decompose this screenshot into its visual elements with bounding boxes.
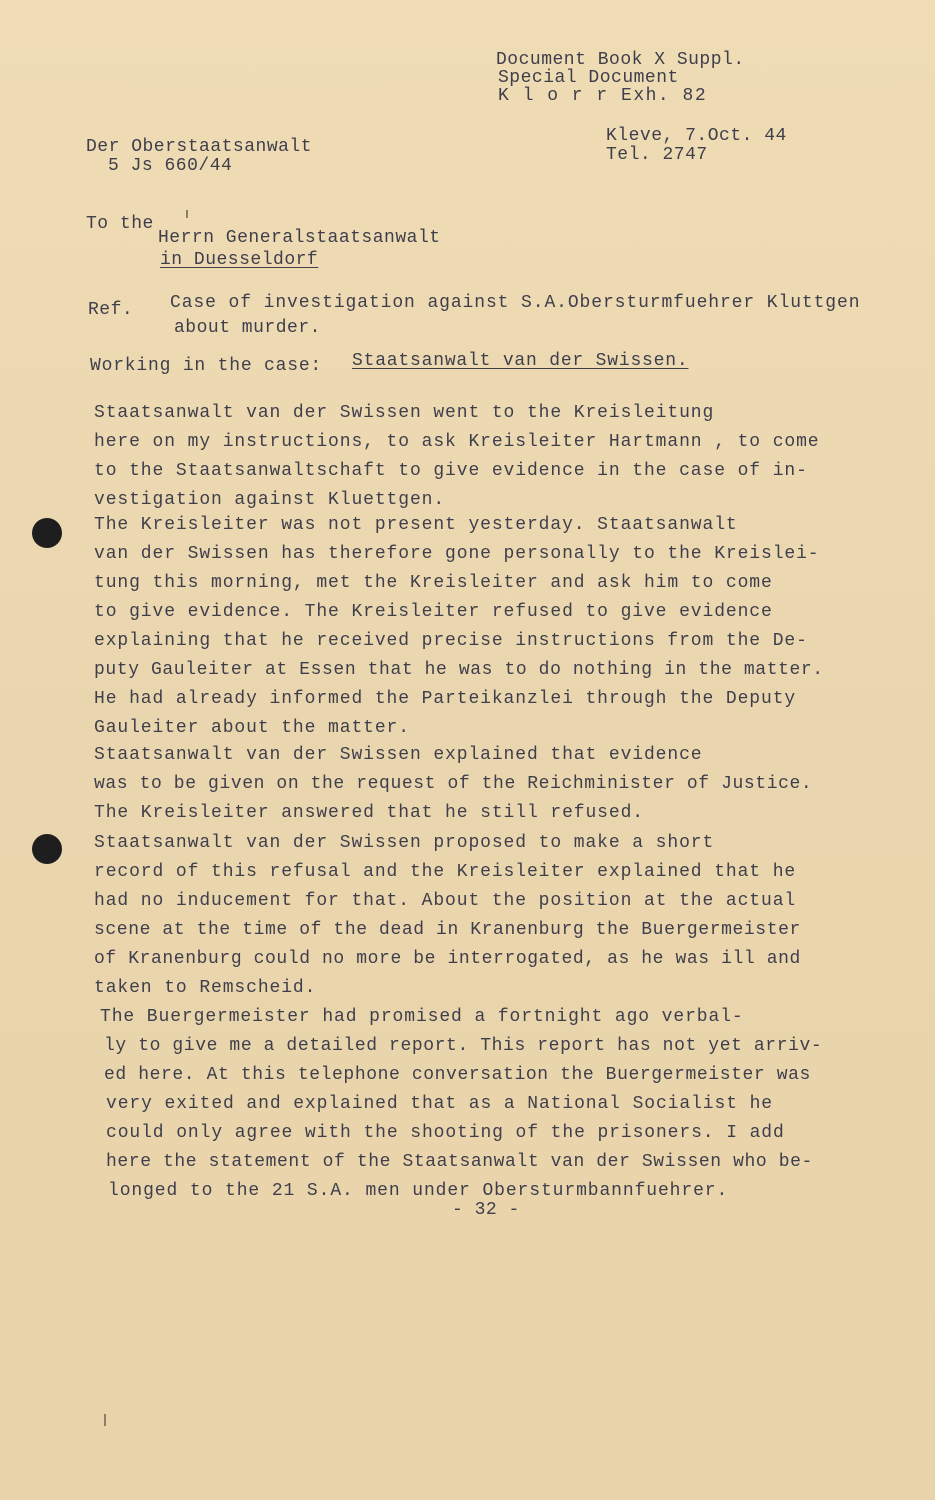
sender-title: Der Oberstaatsanwalt: [86, 137, 313, 157]
special-document-label: Special Document: [498, 68, 679, 88]
body-line: He had already informed the Parteikanzlei through the Deputy: [94, 689, 797, 709]
reference-line-1: Case of investigation against S.A.Obersturmfuehrer Kluttgen: [170, 293, 861, 313]
body-line: here on my instructions, to ask Kreisleiter Hartmann , to come: [94, 432, 820, 452]
stray-mark: [186, 210, 188, 218]
working-label: Working in the case:: [90, 356, 323, 376]
body-line: Staatsanwalt van der Swissen proposed to make a short: [94, 833, 715, 853]
reference-line-2: about murder.: [174, 318, 321, 338]
body-line: very exited and explained that as a National Socialist he: [106, 1094, 773, 1114]
recipient-city: in Duesseldorf: [160, 250, 319, 270]
body-line: puty Gauleiter at Essen that he was to do nothing in the matter.: [94, 660, 824, 680]
body-line: Staatsanwalt van der Swissen explained that evidence: [94, 745, 703, 765]
body-line: scene at the time of the dead in Kranenburg the Buergermeister: [94, 920, 801, 940]
body-line: of Kranenburg could no more be interrogated, as he was ill and: [94, 949, 801, 969]
body-line: Staatsanwalt van der Swissen went to the Kreisleitung: [94, 403, 715, 423]
punch-hole-upper: [32, 518, 62, 548]
body-line: here the statement of the Staatsanwalt van der Swissen who be-: [106, 1152, 813, 1172]
body-line: The Buergermeister had promised a fortnight ago verbal-: [100, 1007, 744, 1027]
page-number: - 32 -: [452, 1200, 520, 1220]
body-line: had no inducement for that. About the position at the actual: [94, 891, 797, 911]
body-line: explaining that he received precise instructions from the De-: [94, 631, 808, 651]
punch-hole-lower: [32, 834, 62, 864]
body-line: The Kreisleiter was not present yesterday. Staatsanwalt: [94, 515, 738, 535]
body-line: to the Staatsanwaltschaft to give evidence in the case of in-: [94, 461, 808, 481]
body-line: could only agree with the shooting of the prisoners. I add: [106, 1123, 785, 1143]
body-line: was to be given on the request of the Reichminister of Justice.: [94, 774, 813, 794]
body-line: The Kreisleiter answered that he still refused.: [94, 803, 644, 823]
body-line: van der Swissen has therefore gone personally to the Kreislei-: [94, 544, 820, 564]
doc-book-label: Document Book X Suppl.: [496, 50, 745, 70]
recipient-to: To the: [86, 214, 154, 234]
body-line: record of this refusal and the Kreisleiter explained that he: [94, 862, 797, 882]
body-line: to give evidence. The Kreisleiter refused to give evidence: [94, 602, 773, 622]
working-name: Staatsanwalt van der Swissen.: [352, 351, 689, 371]
file-number: 5 Js 660/44: [108, 156, 233, 176]
body-line: ed here. At this telephone conversation the Buergermeister was: [104, 1065, 811, 1085]
place-date: Kleve, 7.Oct. 44: [606, 126, 787, 146]
body-line: vestigation against Kluettgen.: [94, 490, 446, 510]
body-line: Gauleiter about the matter.: [94, 718, 410, 738]
exhibit-label: K l o r r Exh. 82: [498, 86, 708, 106]
stray-mark: [104, 1414, 106, 1426]
recipient-title: Herrn Generalstaatsanwalt: [158, 228, 441, 248]
body-line: longed to the 21 S.A. men under Obersturmbannfuehrer.: [108, 1181, 729, 1201]
body-line: taken to Remscheid.: [94, 978, 317, 998]
telephone-number: Tel. 2747: [606, 145, 708, 165]
body-line: ly to give me a detailed report. This report has not yet arriv-: [104, 1036, 823, 1056]
body-line: tung this morning, met the Kreisleiter and ask him to come: [94, 573, 773, 593]
reference-label: Ref.: [88, 300, 134, 320]
